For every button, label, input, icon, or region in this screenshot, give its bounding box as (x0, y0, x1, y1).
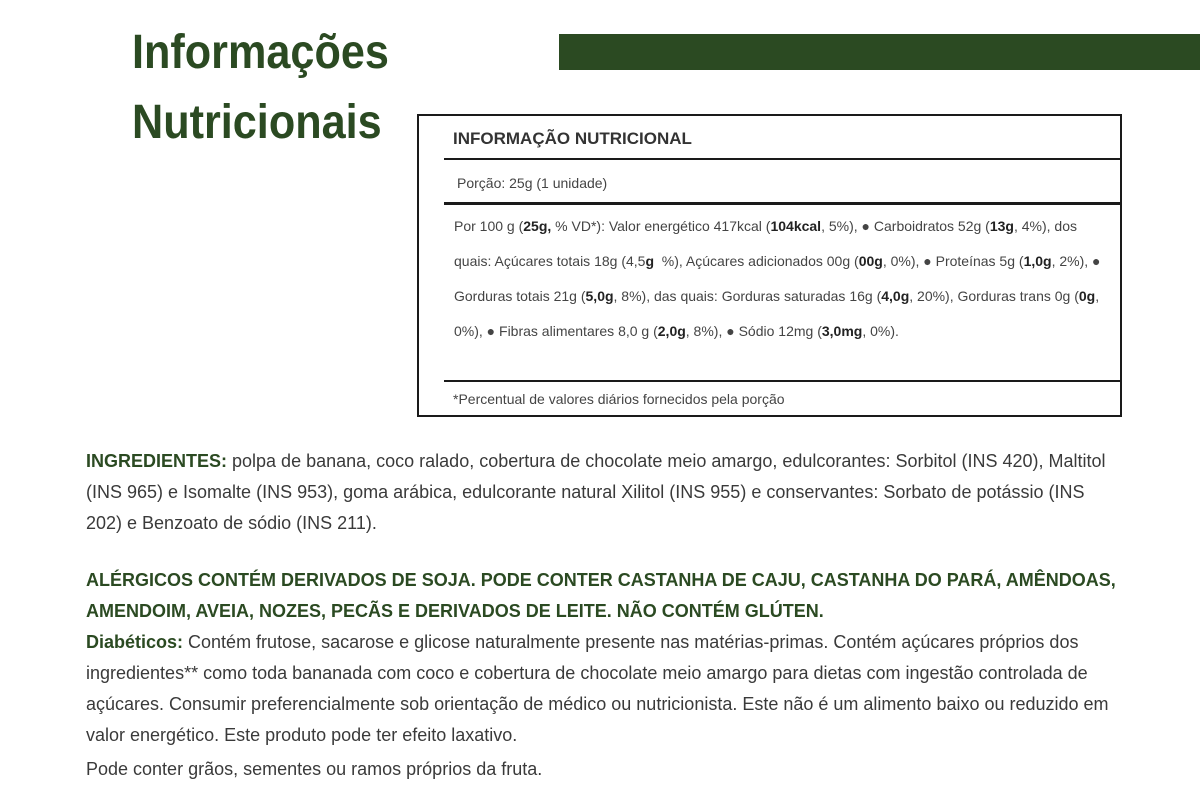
nt-value: g (645, 253, 655, 269)
title-accent-bar (559, 34, 1200, 70)
page-title (132, 18, 389, 158)
nutrition-table-body (444, 205, 1106, 380)
nt-text: , 8%), das quais: Gorduras saturadas 16g ( (613, 288, 882, 304)
diabetics-label: Diabéticos: (86, 632, 184, 652)
fruit-note: Pode conter grãos, sementes ou ramos próprios da fruta. (86, 759, 543, 779)
nt-text: , 0%). (862, 323, 899, 339)
page-title-line-2: Nutricionais (132, 96, 382, 149)
nt-value: 104kcal (770, 218, 822, 234)
nt-value: 1,0g (1023, 253, 1052, 269)
nt-value: 4,0g (881, 288, 910, 304)
nt-text: , 4%), dos quais: Açúcares totais 18g (4,5 (454, 218, 1077, 269)
nutrition-table (417, 114, 1122, 417)
nt-value: 13g (989, 218, 1014, 234)
nt-value: 3,0mg (821, 323, 863, 339)
nt-text: , 5%), ● Carboidratos 52g ( (821, 218, 990, 234)
nt-text: , 0%), ● Proteínas 5g ( (882, 253, 1024, 269)
nt-text: , 8%), ● Sódio 12mg ( (685, 323, 822, 339)
nt-text: , 20%), Gorduras trans 0g ( (909, 288, 1079, 304)
ingredients-paragraph (86, 446, 1106, 539)
nt-text: , 0%), ● Fibras alimentares 8,0 g ( (454, 288, 1100, 339)
page-title-line-1: Informações (132, 26, 389, 79)
nt-value: 2,0g (657, 323, 686, 339)
nt-text: %), Açúcares adicionados 00g ( (654, 253, 859, 269)
nt-text: % VD*): Valor energético 417kcal ( (551, 218, 771, 234)
nt-value: 00g (858, 253, 883, 269)
nt-value: 5,0g (585, 288, 614, 304)
nt-text: Por 100 g ( (454, 218, 524, 234)
nutrition-table-footnote: *Percentual de valores diários fornecidos pela porção (444, 380, 1120, 417)
ingredients-text: polpa de banana, coco ralado, cobertura de chocolate meio amargo, edulcorantes: Sorbitol (INS 420), Maltitol (INS 965) e Isomalte (INS 953), goma arábica, edulcorante natural Xilitol (INS 955) e conservantes: Sorbato de potássio (INS 202) e Benzoato de sódio (INS 211). (86, 451, 1106, 533)
allergens-paragraph: ALÉRGICOS CONTÉM DERIVADOS DE SOJA. PODE CONTER CASTANHA DE CAJU, CASTANHA DO PARÁ, AMÊNDOAS, AMENDOIM, AVEIA, NOZES, PECÃS E DERIVADOS DE LEITE. NÃO CONTÉM GLÚTEN. (86, 570, 1116, 621)
nt-value: 25g, (523, 218, 552, 234)
nutrition-table-portion: Porção: 25g (1 unidade) (444, 160, 1120, 205)
diabetics-text: Contém frutose, sacarose e glicose naturalmente presente nas matérias-primas. Contém açúcares próprios dos ingredientes** como toda bananada com coco e cobertura de chocolate meio amargo para dietas com ingestão controlada de açúcares. Consumir preferencialmente sob orientação de médico ou nutricionista. Este não é um alimento baixo ou reduzido em valor energético. Este produto pode ter efeito laxativo. (86, 632, 1109, 745)
ingredients-label: INGREDIENTES: (86, 451, 228, 471)
nt-value: 0g (1078, 288, 1096, 304)
diabetics-paragraph (86, 627, 1146, 751)
nutrition-table-heading: INFORMAÇÃO NUTRICIONAL (444, 116, 1120, 160)
nt-text: , 2%), ● Gorduras totais 21g ( (454, 253, 1101, 304)
